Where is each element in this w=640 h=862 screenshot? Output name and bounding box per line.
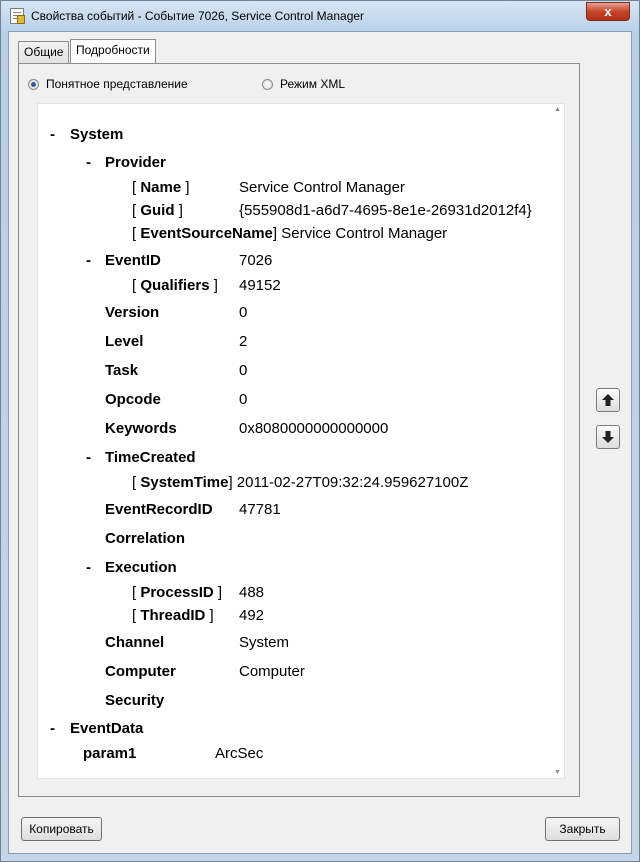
thread-id-key: ThreadID [140,607,206,624]
bracket-close: ] [272,225,278,242]
radio-selected-icon [28,79,39,90]
field-version-value: 0 [239,304,248,321]
bracket-close: ] [213,277,218,294]
bracket-close: ] [185,179,190,196]
bracket-open: [ [132,202,137,219]
dialog-client-area [8,31,632,854]
collapse-toggle-eventid[interactable]: - [86,252,91,269]
node-system: System [70,126,124,143]
field-task-value: 0 [239,362,248,379]
system-time-key: SystemTime [140,474,229,491]
next-event-button[interactable] [596,425,620,449]
friendly-view-radio[interactable] [28,77,188,91]
title-bar[interactable] [1,1,639,31]
thread-id-attr [132,607,214,625]
bracket-open: [ [132,179,137,196]
system-time-attr [132,474,468,492]
scroll-up-arrow-icon[interactable]: ▲ [554,106,561,113]
eventid-value: 7026 [239,252,273,269]
event-details-viewer[interactable] [37,103,565,779]
details-tab-panel [18,63,580,797]
field-version-key: Version [105,304,160,321]
down-arrow-icon [602,431,614,443]
collapse-toggle-timecreated[interactable]: - [86,449,91,466]
bracket-close: ] [178,202,183,219]
field-computer-key: Computer [105,663,176,680]
field-eventrecordid-value: 47781 [239,501,281,518]
close-window-button[interactable]: x [586,2,630,21]
system-time-value: 2011-02-27T09:32:24.959627100Z [236,474,469,491]
qualifiers-key: Qualifiers [140,277,210,294]
event-source-name-value: Service Control Manager [281,225,448,242]
bracket-open: [ [132,607,137,624]
radio-unselected-icon [262,79,273,90]
field-level-value: 2 [239,333,248,350]
tab-details[interactable]: Подробности [70,39,156,63]
field-channel-value: System [239,634,290,651]
param1-key: param1 [83,745,137,762]
bracket-open: [ [132,474,137,491]
param1-value: ArcSec [215,745,264,762]
viewer-scrollbar[interactable] [552,104,564,778]
node-execution: Execution [105,559,177,576]
bracket-close: ] [228,474,233,491]
field-keywords-key: Keywords [105,420,177,437]
previous-event-button[interactable] [596,388,620,412]
field-correlation-key: Correlation [105,530,186,547]
field-level-key: Level [105,333,144,350]
provider-guid-key: Guid [140,202,175,219]
copy-button[interactable]: Копировать [21,817,102,841]
close-button[interactable]: Закрыть [545,817,620,841]
bracket-close: ] [217,584,223,601]
tab-general[interactable]: Общие [18,41,69,63]
xml-view-label: Режим XML [280,77,346,91]
field-keywords-value: 0x8080000000000000 [239,420,389,437]
field-task-key: Task [105,362,139,379]
node-eventid: EventID [105,252,161,269]
field-eventrecordid-key: EventRecordID [105,501,213,518]
collapse-toggle-system[interactable]: - [50,126,55,143]
collapse-toggle-provider[interactable]: - [86,154,91,171]
qualifiers-attr [132,277,218,295]
field-channel-key: Channel [105,634,165,651]
scroll-down-arrow-icon[interactable]: ▼ [554,769,561,776]
event-source-name-key: EventSourceName [140,225,273,242]
node-timecreated: TimeCreated [105,449,196,466]
bracket-close: ] [209,607,214,624]
bracket-open: [ [132,584,137,601]
window-title: Свойства событий - Событие 7026, Service Control Manager [31,9,365,23]
process-id-value: 488 [239,584,265,601]
collapse-toggle-execution[interactable]: - [86,559,91,576]
process-id-key: ProcessID [140,584,214,601]
field-security-key: Security [105,692,165,709]
node-provider: Provider [105,154,166,171]
bracket-open: [ [132,277,137,294]
field-opcode-value: 0 [239,391,248,408]
up-arrow-icon [602,394,614,406]
bracket-open: [ [132,225,137,242]
provider-name-attr [132,179,190,197]
thread-id-value: 492 [239,607,265,624]
qualifiers-value: 49152 [239,277,281,294]
process-id-attr [132,584,222,602]
event-viewer-app-icon [10,8,24,24]
field-computer-value: Computer [239,663,305,680]
provider-guid-attr [132,202,183,220]
provider-name-value: Service Control Manager [239,179,405,196]
provider-name-key: Name [140,179,182,196]
node-eventdata: EventData [70,720,144,737]
friendly-view-label: Понятное представление [46,77,188,91]
xml-view-radio[interactable] [262,77,345,91]
provider-guid-value: {555908d1-a6d7-4695-8e1e-26931d2012f4} [239,202,532,219]
collapse-toggle-eventdata[interactable]: - [50,720,55,737]
field-opcode-key: Opcode [105,391,161,408]
event-source-name-attr [132,225,447,243]
